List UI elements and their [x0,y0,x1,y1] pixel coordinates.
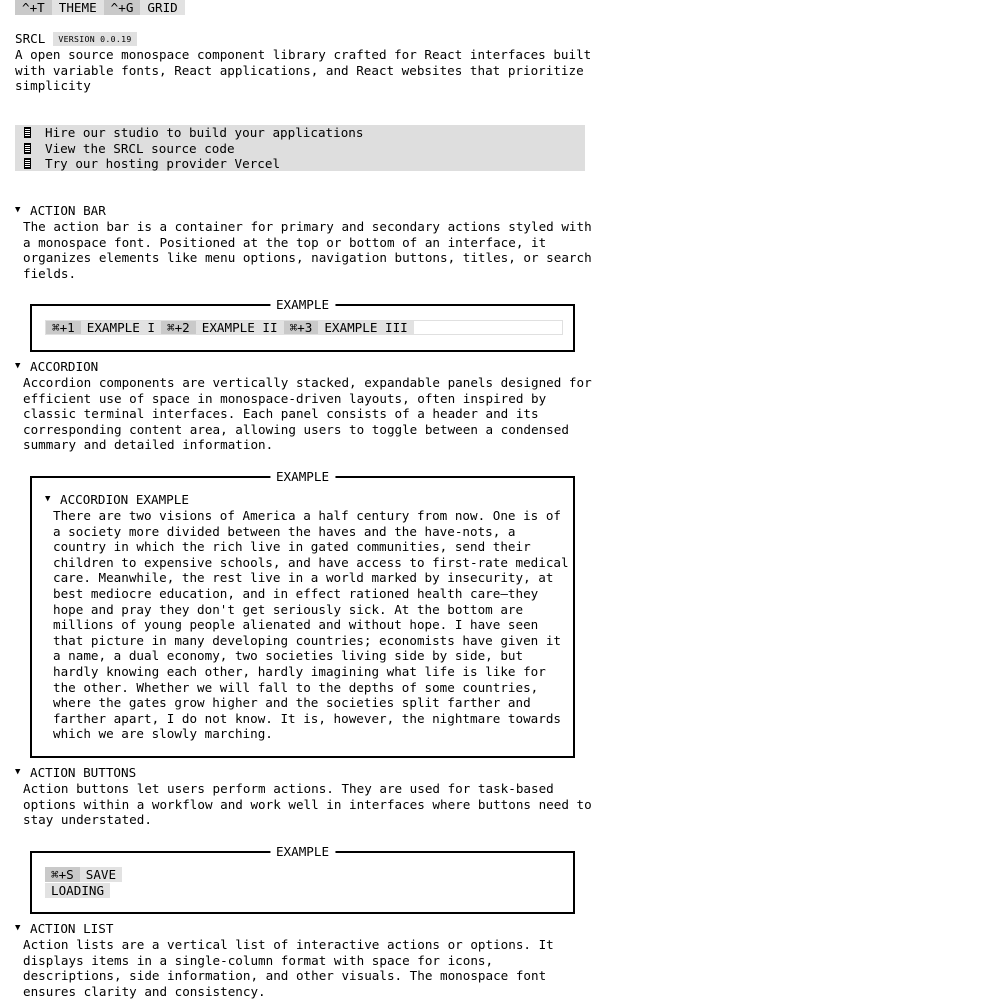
content-line: There are two visions of America a half century from now. One is of [53,508,561,523]
grid-button[interactable]: GRID [140,0,184,15]
section-description [23,937,593,999]
section-title: ACTION BUTTONS [30,765,137,780]
content-line: children to expensive schools, and have access to first-rate medical [53,554,569,570]
content-line: best mediocre education, and in effect rationed health care—they [53,585,539,601]
section-header-action-list[interactable] [15,921,113,937]
section-title: ACTION BAR [30,203,106,218]
description-line: corresponding content area, allowing users to toggle between a condensed [23,421,569,437]
content-line: farther apart, I do not know. It is, however, the nightmare towards [53,710,561,726]
link-label: View the SRCL source code [45,140,235,156]
description-line: stay understated. [23,812,152,828]
example-box-action-buttons [30,844,575,914]
caret-down-icon: ▼ [15,205,21,215]
accordion-example-title: ACCORDION EXAMPLE [60,492,189,507]
example-i-hotkey[interactable]: ⌘+1 [46,321,81,334]
bullet-icon [24,143,31,154]
example-iii-hotkey[interactable]: ⌘+3 [284,321,319,334]
section-header-accordion[interactable] [15,359,98,375]
description-line: organizes elements like menu options, navigation buttons, titles, or search [23,250,592,266]
example-box-action-bar [30,297,575,352]
content-line: a society more divided between the haves and the have-nots, a [53,523,516,539]
link-hire-studio[interactable] [15,125,585,141]
content-line: where the gates grow higher and the societies split farther and [53,695,531,711]
description-line: descriptions, side information, and other visuals. The monospace font [23,968,547,984]
description-line: The action bar is a container for primary and secondary actions styled with [23,219,592,234]
theme-hotkey[interactable]: ^+T [15,0,52,15]
description-line: efficient use of space in monospace-driven layouts, often inspired by [23,390,547,406]
grid-hotkey[interactable]: ^+G [104,0,141,15]
description-line: displays items in a single-column format with space for icons, [23,952,494,968]
description-line: Action buttons let users perform actions. They are used for task-based [23,781,554,796]
intro-line: with variable fonts, React applications, and React websites that prioritize [15,62,584,78]
content-line: a name, a dual economy, two societies living side by side, but [53,648,524,664]
accordion-example-content [53,508,573,742]
content-line: hope and pray they don't get seriously sick. At the bottom are [53,601,524,617]
example-label: EXAMPLE [270,844,335,859]
example-i-button[interactable]: EXAMPLE I [81,321,161,334]
caret-down-icon: ▼ [15,923,21,933]
intro-line: A open source monospace component library crafted for React interfaces built [15,47,592,62]
loading-label[interactable]: LOADING [45,883,110,898]
example-action-bar [45,320,563,335]
bullet-icon [24,158,31,169]
section-header-action-buttons[interactable] [15,765,136,781]
description-line: fields. [23,265,77,281]
link-source-code[interactable] [15,141,585,157]
version-badge: VERSION 0.0.19 [53,32,136,46]
content-line: hardly knowing each other, hardly imagining what life is like for [53,663,546,679]
accordion-example-header[interactable] [45,492,189,508]
section-header-action-bar[interactable] [15,203,106,219]
section-description [23,219,593,281]
page-title: SRCL [15,31,46,46]
description-line: Action lists are a vertical list of interactive actions or options. It [23,937,554,952]
theme-button[interactable]: THEME [52,0,104,15]
link-hosting-provider[interactable] [15,156,585,172]
caret-down-icon: ▼ [45,494,51,504]
example-ii-button[interactable]: EXAMPLE II [196,321,284,334]
example-label: EXAMPLE [270,297,335,312]
example-label: EXAMPLE [270,469,335,484]
section-description [23,375,593,453]
example-box-accordion [30,469,575,758]
save-label[interactable]: SAVE [80,867,122,882]
section-title: ACCORDION [30,359,99,374]
content-line: millions of young people alienated and without hope. I have seen [53,617,539,633]
intro-text [15,47,590,94]
example-iii-button[interactable]: EXAMPLE III [318,321,413,334]
save-button[interactable] [45,867,122,882]
description-line: ensures clarity and consistency. [23,983,266,999]
section-title: ACTION LIST [30,921,114,936]
content-line: the other. Whether we will fall to the depths of some countries, [53,679,539,695]
caret-down-icon: ▼ [15,361,21,371]
loading-button[interactable] [45,883,110,898]
save-hotkey[interactable]: ⌘+S [45,867,80,882]
top-action-bar [15,0,185,15]
content-line: that picture in many developing countries; economists have given it [53,632,561,648]
description-line: a monospace font. Positioned at the top or bottom of an interface, it [23,234,547,250]
description-line: Accordion components are vertically stacked, expandable panels designed for [23,375,592,390]
content-line: which we are slowly marching. [53,726,273,742]
description-line: classic terminal interfaces. Each panel consists of a header and its [23,406,539,422]
page-header [15,31,137,47]
description-line: options within a workflow and work well in interfaces where buttons need to [23,796,592,812]
content-line: country in which the rich live in gated communities, send their [53,539,531,555]
description-line: summary and detailed information. [23,437,274,453]
link-label: Try our hosting provider Vercel [45,156,281,172]
caret-down-icon: ▼ [15,767,21,777]
content-line: care. Meanwhile, the rest live in a world marked by insecurity, at [53,570,554,586]
section-description [23,781,593,828]
intro-line: simplicity [15,78,91,94]
bullet-icon [24,127,31,138]
example-ii-hotkey[interactable]: ⌘+2 [161,321,196,334]
link-list [15,125,585,171]
link-label: Hire our studio to build your applications [45,125,364,140]
